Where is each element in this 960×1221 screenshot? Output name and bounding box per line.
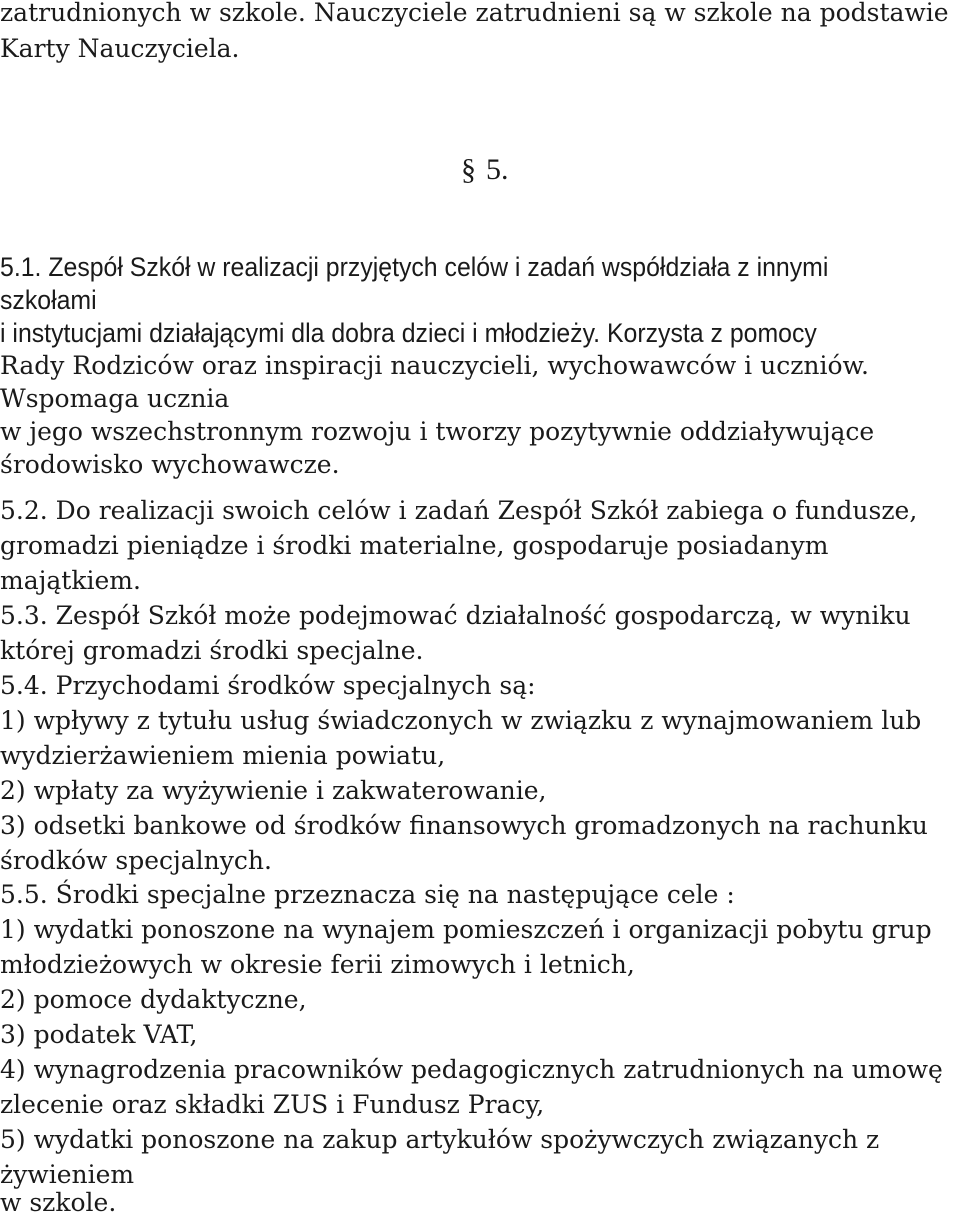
section-number: 5.: [486, 153, 509, 186]
paragraph-line: 2) pomoce dydaktyczne,: [0, 985, 307, 1014]
paragraph-line: Wspomaga ucznia: [0, 384, 230, 413]
intro-line-2: Karty Nauczyciela.: [0, 34, 240, 63]
paragraph-line: 5.5. Środki specjalne przeznacza się na następujące cele :: [0, 880, 735, 909]
paragraph-line: 5.3. Zespół Szkół może podejmować działalność gospodarczą, w wyniku: [0, 601, 911, 630]
paragraph-line: majątkiem.: [0, 566, 141, 595]
paragraph-line: młodzieżowych w okresie ferii zimowych i letnich,: [0, 950, 635, 979]
paragraph-line: i instytucjami działającymi dla dobra dzieci i młodzieży. Korzysta z pomocy: [0, 318, 817, 348]
intro-line-1: zatrudnionych w szkole. Nauczyciele zatrudnieni są w szkole na podstawie: [0, 0, 949, 27]
paragraph-line: Rady Rodziców oraz inspiracji nauczycieli, wychowawców i uczniów.: [0, 351, 869, 380]
paragraph-line: 3) podatek VAT,: [0, 1020, 198, 1049]
paragraph-line: 5) wydatki ponoszone na zakup artykułów spożywczych związanych z: [0, 1125, 880, 1154]
paragraph-line: 5.4. Przychodami środków specjalnych są:: [0, 671, 536, 700]
paragraph-line: 4) wynagrodzenia pracowników pedagogicznych zatrudnionych na umowę: [0, 1055, 943, 1084]
paragraph-line: gromadzi pieniądze i środki materialne, gospodaruje posiadanym: [0, 531, 829, 560]
paragraph-line: 2) wpłaty za wyżywienie i zakwaterowanie,: [0, 776, 547, 805]
paragraph-line: w szkole.: [0, 1188, 117, 1217]
section-heading: [461, 152, 509, 188]
paragraph-line: której gromadzi środki specjalne.: [0, 636, 424, 665]
paragraph-line: 3) odsetki bankowe od środków finansowych gromadzonych na rachunku: [0, 811, 928, 840]
paragraph-line: 1) wydatki ponoszone na wynajem pomieszczeń i organizacji pobytu grup: [0, 915, 932, 944]
paragraph-line: w jego wszechstronnym rozwoju i tworzy pozytywnie oddziaływujące: [0, 417, 875, 446]
paragraph-line: środków specjalnych.: [0, 846, 272, 875]
paragraph-line: 5.1. Zespół Szkół w realizacji przyjętych celów i zadań współdziała z innymi: [0, 252, 829, 282]
paragraph-line: środowisko wychowawcze.: [0, 450, 340, 479]
paragraph-line: zlecenie oraz składki ZUS i Fundusz Pracy,: [0, 1090, 545, 1119]
paragraph-line: szkołami: [0, 285, 97, 315]
paragraph-line: 5.2. Do realizacji swoich celów i zadań Zespół Szkół zabiega o fundusze,: [0, 496, 918, 525]
paragraph-line: 1) wpływy z tytułu usług świadczonych w związku z wynajmowaniem lub: [0, 706, 922, 735]
section-symbol: §: [461, 153, 476, 186]
paragraph-line: wydzierżawieniem mienia powiatu,: [0, 741, 446, 770]
paragraph-line: żywieniem: [0, 1160, 135, 1189]
